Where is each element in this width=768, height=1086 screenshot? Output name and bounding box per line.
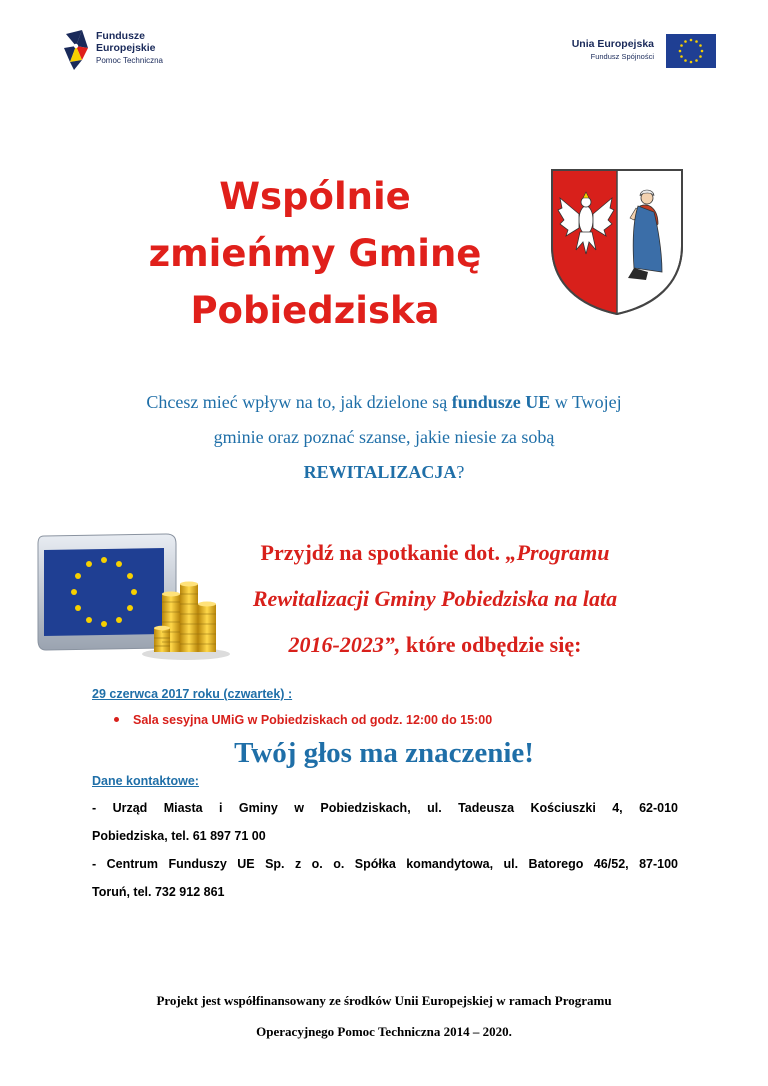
- ue-logo-line1: Unia Europejska: [571, 38, 654, 50]
- footer-line1: Projekt jest współfinansowany ze środków Unii Europejskiej w ramach Programu: [156, 993, 612, 1008]
- intro-part3: ?: [456, 462, 465, 482]
- bullet-icon: [114, 717, 119, 722]
- contacts-list: [92, 794, 678, 906]
- invite-part3: które odbędzie się:: [400, 632, 582, 657]
- fe-logo-line2: Europejskie: [96, 42, 156, 54]
- contact-2-line1: - Centrum Funduszy UE Sp. z o. o. Spółka komandytowa, ul. Batorego 46/52, 87-100: [92, 857, 678, 871]
- intro-text: [80, 385, 688, 490]
- invite-line2: Rewitalizacji Gminy Pobiedziska na lata: [252, 586, 618, 611]
- contacts-heading: Dane kontaktowe:: [92, 774, 199, 788]
- fe-logo-line3: Pomoc Techniczna: [96, 56, 163, 65]
- meeting-venue: Sala sesyjna UMiG w Pobiedziskach od godz. 12:00 do 15:00: [133, 713, 493, 727]
- invite-program-open: „Programu: [505, 540, 610, 565]
- title-line1: Wspólnie: [219, 175, 411, 218]
- footer-note: [60, 985, 708, 1047]
- coat-of-arms-icon: [550, 168, 684, 316]
- intro-funds: fundusze UE: [451, 392, 551, 412]
- unia-europejska-logo: [566, 34, 716, 70]
- invitation-text: [224, 530, 646, 668]
- ue-logo-line2: Fundusz Spójności: [590, 52, 654, 61]
- title-line2: zmieńmy Gminę: [148, 232, 482, 275]
- fundusze-europejskie-star-icon: [62, 28, 94, 72]
- footer-line2: Operacyjnego Pomoc Techniczna 2014 – 2020.: [256, 1024, 512, 1039]
- contact-1-line2: Pobiedziska, tel. 61 897 71 00: [92, 829, 266, 843]
- title-line3: Pobiedziska: [190, 289, 440, 332]
- intro-part1: Chcesz mieć wpływ na to, jak dzielone są: [146, 392, 452, 412]
- fe-logo-line1: Fundusze: [96, 30, 145, 42]
- meeting-venue-item: [114, 713, 492, 727]
- invite-part1: Przyjdź na spotkanie dot.: [260, 540, 506, 565]
- meeting-date: 29 czerwca 2017 roku (czwartek) :: [92, 687, 293, 701]
- contact-2-line2: Toruń, tel. 732 912 861: [92, 885, 225, 899]
- eu-flag-icon: [666, 34, 716, 68]
- page-title: [90, 168, 540, 339]
- contact-1-line1: - Urząd Miasta i Gminy w Pobiedziskach, ul. Tadeusza Kościuszki 4, 62-010: [92, 801, 678, 815]
- intro-line2: gminie oraz poznać szanse, jakie niesie za sobą: [213, 427, 555, 447]
- slogan: Twój głos ma znaczenie!: [234, 737, 534, 769]
- fundusze-europejskie-logo: [62, 28, 182, 72]
- intro-part2: w Twojej: [550, 392, 622, 412]
- eu-money-illustration: [36, 530, 232, 664]
- invite-years: 2016-2023”,: [288, 632, 401, 657]
- intro-rewitalizacja: REWITALIZACJA: [303, 462, 457, 482]
